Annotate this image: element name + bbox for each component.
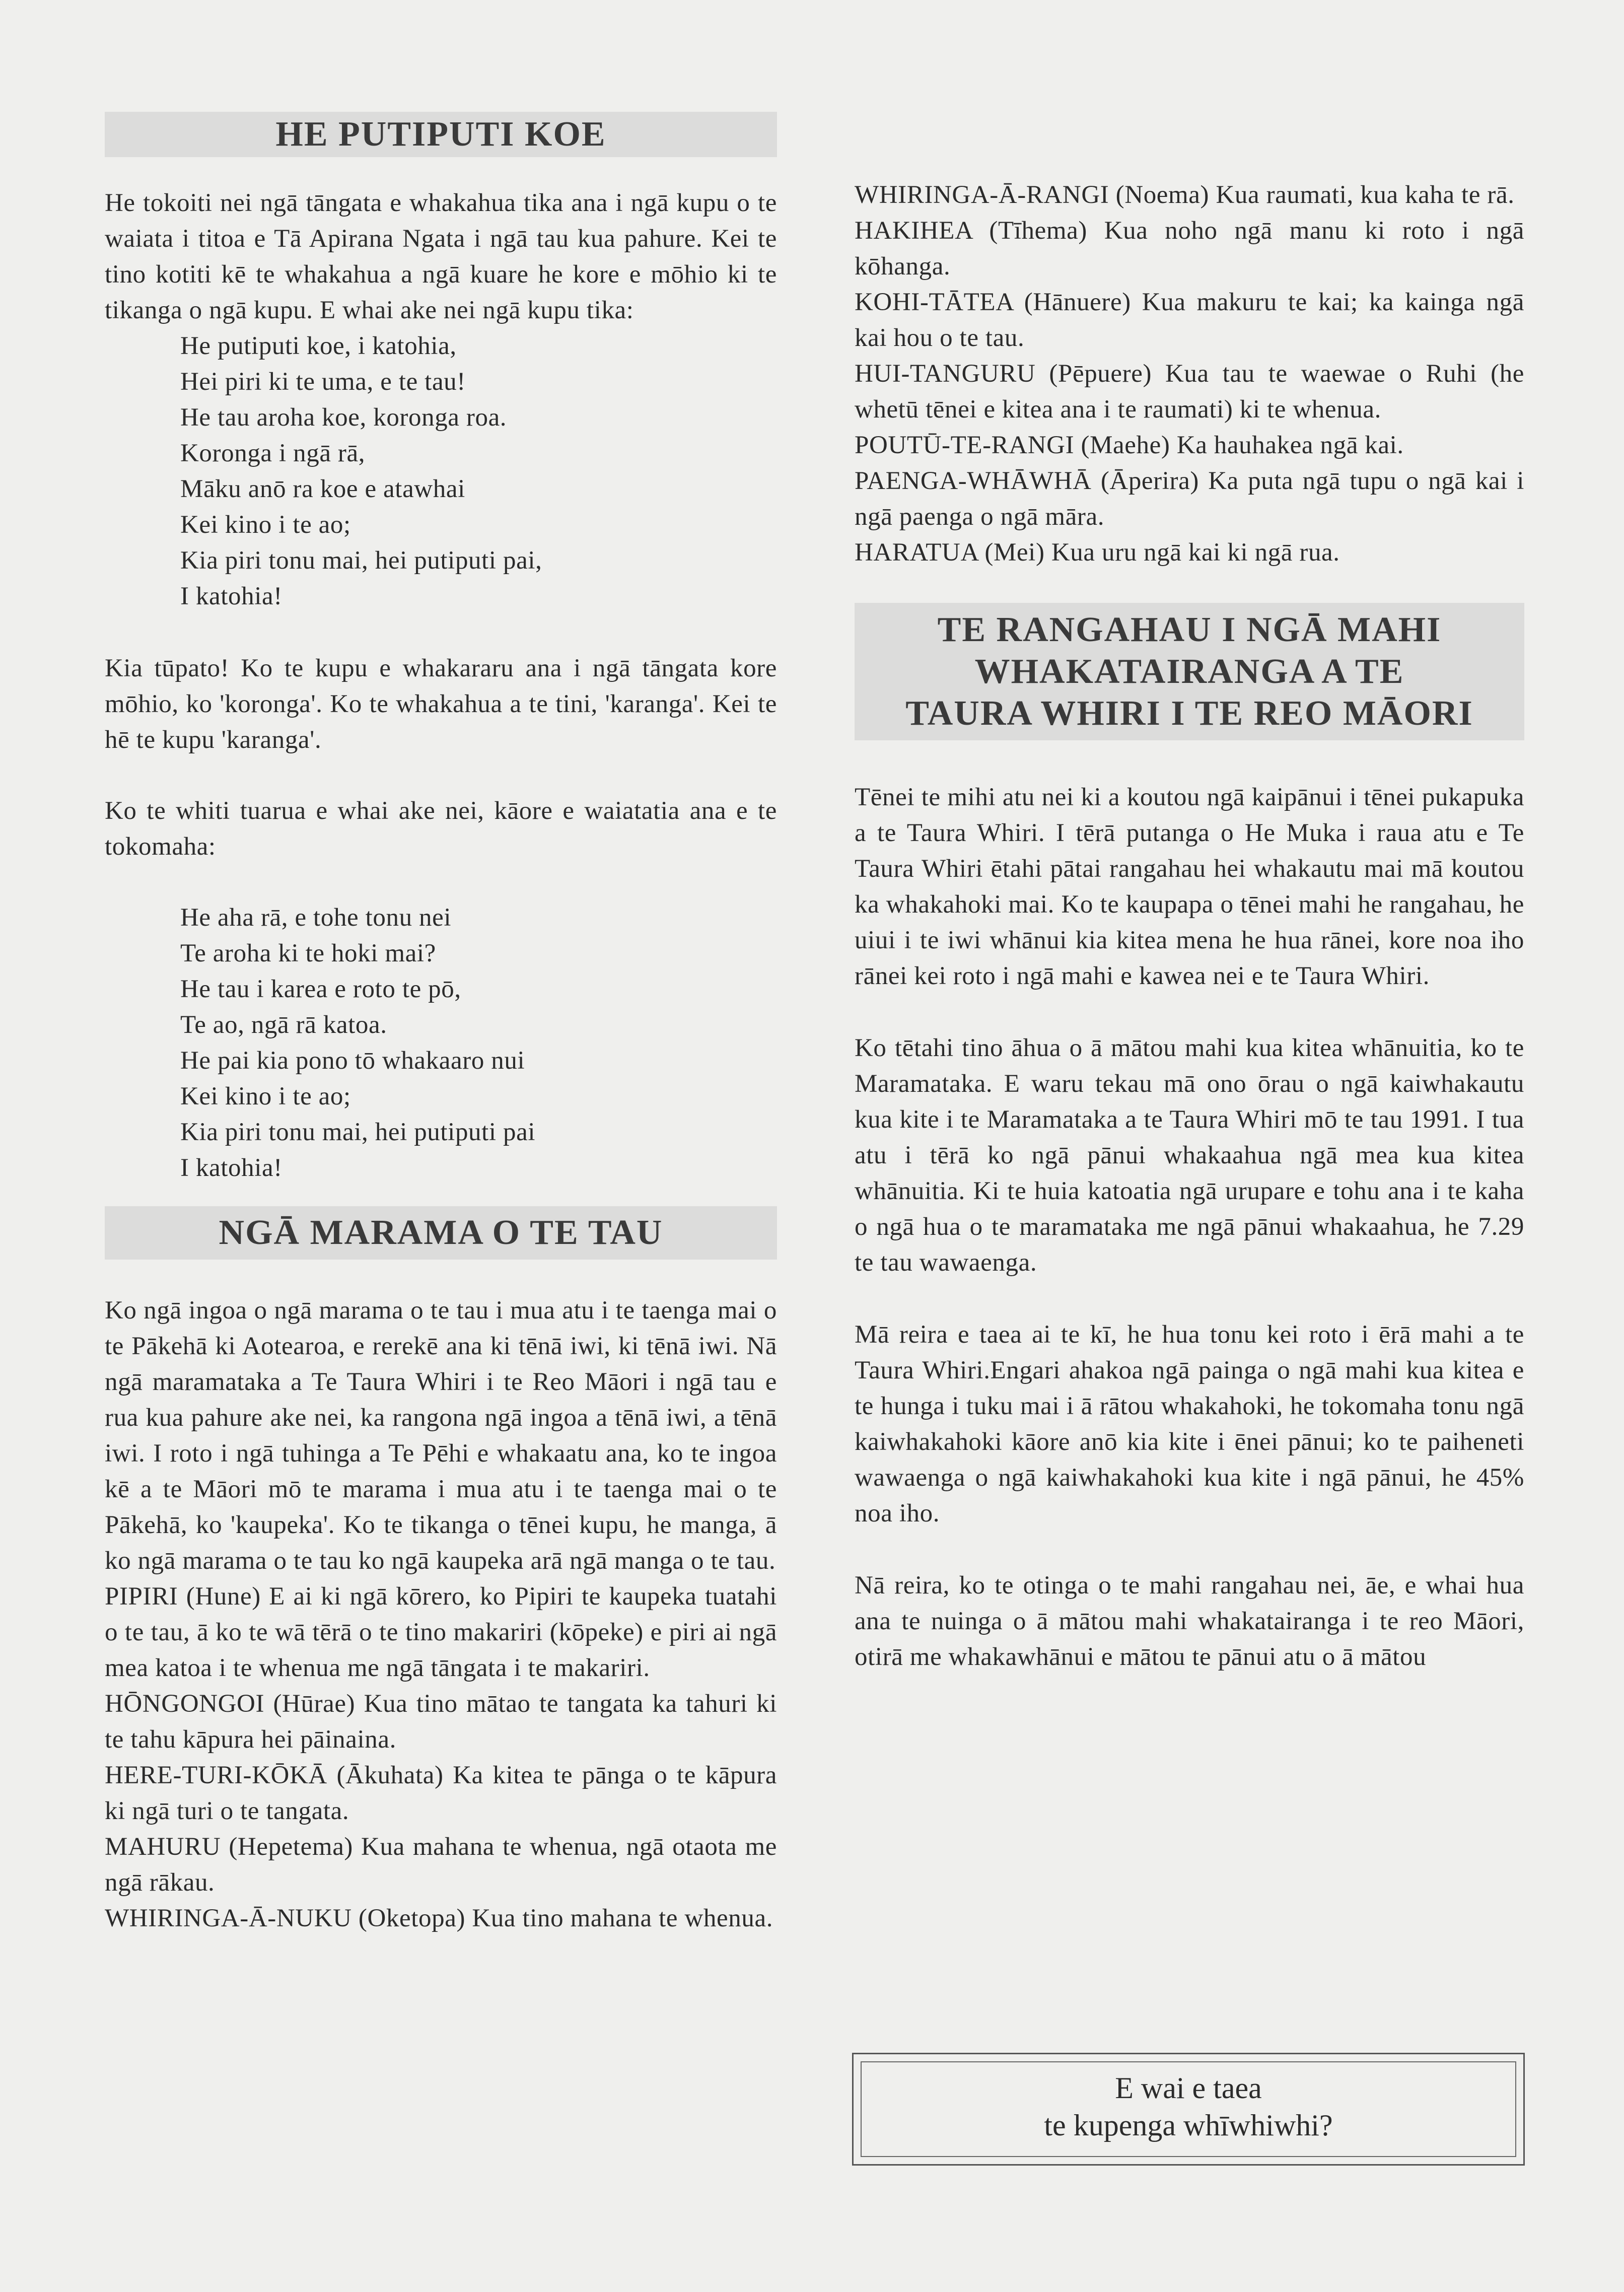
research-paragraph-3: Mā reira e taea ai te kī, he hua tonu kei roto i ērā mahi a te Taura Whiri.Engari ahakoa ngā painga o ngā mahi kua kitea e te hunga i tuku mai i ā rātou whakahoki, he tokomaha tonu ngā kaiwhakahoki kāore anō kia kite i ēnei pānui; ko te paiheneti wawaenga o ngā kaiwhakahoki kua kite i ngā pānui, he 45% noa iho. — [855, 1321, 1524, 1527]
research-paragraph-1: Tēnei te mihi atu nei ki a koutou ngā kaipānui i tēnei pukapuka a te Taura Whiri. I tērā putanga o He Muka i raua atu e Te Taura Whiri ētahi pātai rangahau hei whakautu mai mā koutou ka whakahoki mai. Ko te kaupapa o tēnei mahi he rangahau, he uiui i te iwi whānui kia kitea mena he hua rānei, kore noa iho rānei kei roto i ngā mahi e kawea nei e te Taura Whiri. — [855, 783, 1524, 990]
verse-two — [105, 900, 777, 1186]
month-entry-poutu-te-rangi: POUTŪ-TE-RANGI (Maehe) Ka hauhakea ngā kai. — [855, 431, 1404, 459]
months-intro-paragraph: Ko ngā ingoa o ngā marama o te tau i mua atu i te taenga mai o te Pākehā ki Aotearoa, e rerekē ana ki tēnā iwi, ki tēnā iwi. Nā ngā maramataka a Te Taura Whiri i te Reo Māori i ngā tau e rua kua pahure ake nei, ka rangona ngā ingoa a tēnā iwi, a tēnā iwi. I roto i ngā tuhinga a Te Pēhi e whakaatu ana, ko te ingoa kē a te Māori mō te marama i mua atu i te taenga mai o te Pākehā, ko 'kaupeka'. Ko te tikanga o tēnei kupu, he manga, ā ko ngā marama o te tau ko ngā kaupeka arā ngā manga o te tau. — [105, 1296, 777, 1575]
verse-line: Te aroha ki te hoki mai? — [180, 939, 436, 967]
research-paragraph-4: Nā reira, ko te otinga o te mahi rangahau nei, āe, e whai hua ana te nuinga o ā mātou mahi whakatairanga i te reo Māori, otirā me whakawhānui e mātou te pānui atu o ā mātou — [855, 1571, 1524, 1671]
verse-line: Te ao, ngā rā katoa. — [180, 1011, 387, 1039]
second-verse-intro: Ko te whiti tuarua e whai ake nei, kāore e waiatatia ana e te tokomaha: — [105, 797, 777, 861]
heading-line: WHAKATAIRANGA A TE — [974, 652, 1404, 691]
left-column — [105, 112, 777, 1936]
month-entry-here-turi-koka: HERE-TURI-KŌKĀ (Ākuhata) Ka kitea te pānga o te kāpura ki ngā turi o te tangata. — [105, 1761, 777, 1825]
right-column — [855, 177, 1524, 1675]
verse-line: I katohia! — [180, 582, 283, 610]
verse-line: Hei piri ki te uma, e te tau! — [180, 368, 466, 396]
month-entry-whiringa-a-nuku: WHIRINGA-Ā-NUKU (Oketopa) Kua tino mahana te whenua. — [105, 1904, 773, 1932]
callout-line: E wai e taea — [1115, 2071, 1262, 2105]
heading-line: TAURA WHIRI I TE REO MĀORI — [905, 694, 1473, 733]
month-entry-hongongoi: HŌNGONGOI (Hūrae) Kua tino mātao te tangata ka tahuri ki te tahu kāpura hei pāinaina. — [105, 1690, 777, 1754]
caution-paragraph: Kia tūpato! Ko te kupu e whakararu ana i ngā tāngata kore mōhio, ko 'koronga'. Ko te whakahua a te tini, 'karanga'. Kei te hē te kupu 'karanga'. — [105, 654, 777, 754]
callout-line: te kupenga whīwhiwhi? — [1044, 2109, 1333, 2142]
month-entry-pipiri: PIPIRI (Hune) E ai ki ngā kōrero, ko Pipiri te kaupeka tuatahi o te tau, ā ko te wā tērā o te tino makariri (kōpeke) e piri ai ngā mea katoa i te whenua me ngā tāngata i te makariri. — [105, 1582, 777, 1682]
verse-line: Kia piri tonu mai, hei putiputi pai, — [180, 546, 542, 575]
verse-line: He aha rā, e tohe tonu nei — [180, 904, 452, 932]
month-entry-hakihea: HAKIHEA (Tīhema) Kua noho ngā manu ki roto i ngā kōhanga. — [855, 217, 1524, 281]
heading-line: TE RANGAHAU I NGĀ MAHI — [937, 610, 1442, 649]
verse-one — [105, 328, 777, 614]
verse-line: Kei kino i te ao; — [180, 511, 351, 539]
verse-line: Māku anō ra koe e atawhai — [180, 475, 465, 503]
verse-line: He tau aroha koe, koronga roa. — [180, 403, 507, 432]
verse-line: I katohia! — [180, 1154, 283, 1182]
month-entry-paenga-whawha: PAENGA-WHĀWHĀ (Āperira) Ka puta ngā tupu o ngā kai i ngā paenga o ngā māra. — [855, 467, 1524, 531]
intro-paragraph: He tokoiti nei ngā tāngata e whakahua tika ana i ngā kupu o te waiata i titoa e Tā Apirana Ngata i ngā tau kua pahure. Kei te tino kotiti kē te whakahua a ngā kuare he kore e mōhio ki te tikanga o ngā kupu. E whai ake nei ngā kupu tika: — [105, 189, 777, 324]
heading-te-rangahau — [855, 603, 1524, 740]
callout-box-inner — [861, 2061, 1516, 2157]
heading-he-putiputi-koe: HE PUTIPUTI KOE — [105, 112, 777, 157]
month-entry-whiringa-a-rangi: WHIRINGA-Ā-RANGI (Noema) Kua raumati, kua kaha te rā. — [855, 181, 1515, 209]
verse-line: Kei kino i te ao; — [180, 1082, 351, 1110]
verse-line: He pai kia pono tō whakaaro nui — [180, 1047, 525, 1075]
verse-line: Koronga i ngā rā, — [180, 439, 366, 467]
research-paragraph-2: Ko tētahi tino āhua o ā mātou mahi kua kitea whānuitia, ko te Maramataka. E waru tekau mā ono ōrau o ngā kaiwhakautu kua kite i te Maramataka a te Taura Whiri mō te tau 1991. I tua atu i tērā ko ngā pānui whakaahua ngā mea kua kitea whānuitia. Ki te huia katoatia ngā urupare e tohu ana i te kaha o ngā hua o te maramataka me ngā pānui whakaahua, he 7.29 te tau wawaenga. — [855, 1034, 1524, 1277]
callout-box — [852, 2053, 1525, 2166]
month-entry-mahuru: MAHURU (Hepetema) Kua mahana te whenua, ngā otaota me ngā rākau. — [105, 1833, 777, 1897]
heading-nga-marama-o-te-tau: NGĀ MARAMA O TE TAU — [105, 1206, 777, 1260]
verse-line: Kia piri tonu mai, hei putiputi pai — [180, 1118, 536, 1146]
month-entry-haratua: HARATUA (Mei) Kua uru ngā kai ki ngā rua. — [855, 538, 1340, 567]
month-entry-kohi-tatea: KOHI-TĀTEA (Hānuere) Kua makuru te kai; ka kainga ngā kai hou o te tau. — [855, 288, 1524, 352]
verse-line: He putiputi koe, i katohia, — [180, 332, 457, 360]
verse-line: He tau i karea e roto te pō, — [180, 975, 461, 1003]
month-entry-hui-tanguru: HUI-TANGURU (Pēpuere) Kua tau te waewae o Ruhi (he whetū tēnei e kitea ana i te raumati) ki te whenua. — [855, 360, 1524, 424]
